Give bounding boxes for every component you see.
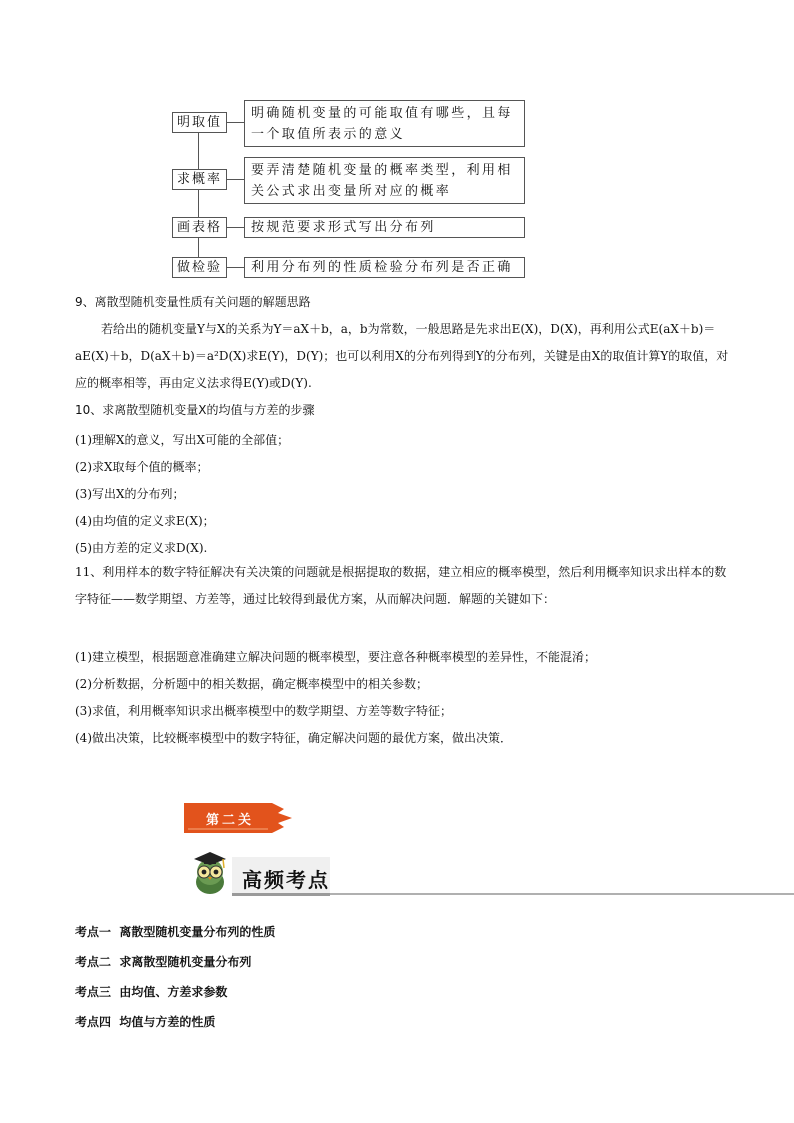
step-label-2: 求概率 xyxy=(172,169,227,190)
section-11-intro: 11、利用样本的数字特征解决有关决策的问题就是根据提取的数据，建立相应的概率模型，然后利用概率知识求出样本的数字特征——数学期望、方差等，通过比较得到最优方案，从而解决问题．解题的关键如下： xyxy=(75,565,727,606)
step-connector-4 xyxy=(226,267,244,268)
section-10-step-2: (2)求X取每个值的概率； xyxy=(75,460,209,474)
section-11-step-2: (2)分析数据，分析题中的相关数据，确定概率模型中的相关参数； xyxy=(75,677,429,691)
step-connector-1 xyxy=(226,122,244,123)
banner-rule xyxy=(330,893,794,895)
section-9-body: 若给出的随机变量Y与X的关系为Y＝aX＋b，a，b为常数，一般思路是先求出E(X)，D(X)，再利用公式E(aX＋b)＝aE(X)＋b，D(aX＋b)＝a²D(X)求E(Y)，D(Y)；也可以利用X的分布列得到Y的分布列，关键是由X的取值计算Y的取值，对应的概率相等，再由定义法求得E(Y)或D(Y). xyxy=(75,322,729,390)
section-10-heading: 10、求离散型随机变量X的均值与方差的步骤 xyxy=(75,403,315,417)
exam-point-1: 考点一 离散型随机变量分布列的性质 xyxy=(75,925,276,939)
exam-point-4: 考点四 均值与方差的性质 xyxy=(75,1015,216,1029)
graduate-owl-icon xyxy=(190,850,230,896)
step-desc-4: 利用分布列的性质检验分布列是否正确 xyxy=(244,257,525,278)
step-desc-1: 明确随机变量的可能取值有哪些，且每一个取值所表示的意义 xyxy=(244,100,525,147)
section-9-heading: 9、离散型随机变量性质有关问题的解题思路 xyxy=(75,295,311,309)
section-11-step-3: (3)求值，利用概率知识求出概率模型中的数学期望、方差等数字特征； xyxy=(75,704,453,718)
section-10-step-5: (5)由方差的定义求D(X). xyxy=(75,541,208,555)
exam-point-3: 考点三 由均值、方差求参数 xyxy=(75,985,228,999)
section-10-step-1: (1)理解X的意义，写出X可能的全部值； xyxy=(75,433,290,447)
banner-title: 高频考点 xyxy=(242,868,330,892)
section-11-step-4: (4)做出决策，比较概率模型中的数字特征，确定解决问题的最优方案，做出决策． xyxy=(75,731,513,745)
section-10-step-3: (3)写出X的分布列； xyxy=(75,487,185,501)
banner-tag-text: 第二关 xyxy=(206,813,255,828)
step-connector-3 xyxy=(226,227,244,228)
step-label-1: 明取值 xyxy=(172,112,227,133)
step-desc-3: 按规范要求形式写出分布列 xyxy=(244,217,525,238)
step-label-4: 做检验 xyxy=(172,257,227,278)
diagram-vertical-connector xyxy=(198,132,199,258)
step-connector-2 xyxy=(226,179,244,180)
step-desc-2: 要弄清楚随机变量的概率类型，利用相关公式求出变量所对应的概率 xyxy=(244,157,525,204)
section-10-step-4: (4)由均值的定义求E(X)； xyxy=(75,514,215,528)
exam-point-2: 考点二 求离散型随机变量分布列 xyxy=(75,955,252,969)
section-11-step-1: (1)建立模型，根据题意准确建立解决问题的概率模型，要注意各种概率模型的差异性，不能混淆； xyxy=(75,650,597,664)
banner-tag xyxy=(184,803,296,833)
step-label-3: 画表格 xyxy=(172,217,227,238)
